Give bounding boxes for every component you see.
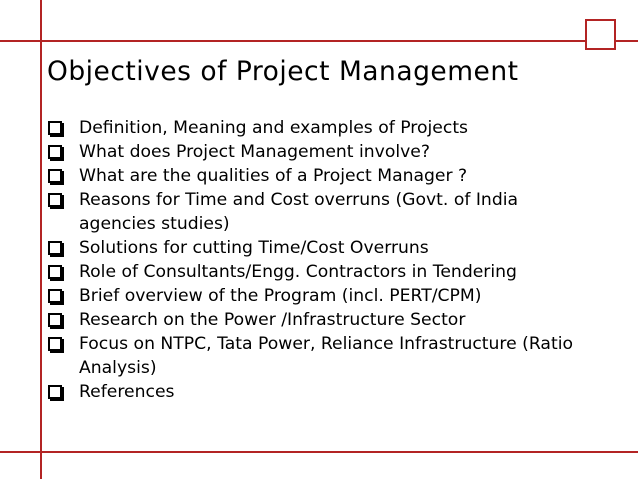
bullet-text: Definition, Meaning and examples of Projects	[79, 118, 469, 138]
bullet-item	[47, 140, 599, 164]
corner-square-decoration	[585, 19, 616, 50]
bullet-text: Brief overview of the Program (incl. PERT/CPM)	[79, 286, 482, 306]
bullet-item	[47, 188, 599, 236]
bullet-item	[47, 116, 599, 140]
square-bullet-icon	[48, 169, 62, 183]
bullet-item	[47, 164, 599, 188]
bullet-text: Focus on NTPC, Tata Power, Reliance Infrastructure (Ratio Analysis)	[79, 334, 573, 378]
square-bullet-icon	[48, 265, 62, 279]
bullet-item	[47, 284, 599, 308]
square-bullet-icon	[48, 289, 62, 303]
bottom-horizontal-rule	[0, 451, 638, 453]
objectives-list	[47, 116, 599, 404]
bullet-item	[47, 332, 599, 380]
bullet-item	[47, 260, 599, 284]
bullet-text: What does Project Management involve?	[79, 142, 430, 162]
square-bullet-icon	[48, 121, 62, 135]
square-bullet-icon	[48, 193, 62, 207]
bullet-text: Role of Consultants/Engg. Contractors in Tendering	[79, 262, 517, 282]
top-horizontal-rule	[0, 40, 638, 42]
bullet-item	[47, 308, 599, 332]
bullet-text: What are the qualities of a Project Manager ?	[79, 166, 468, 186]
bullet-text: Research on the Power /Infrastructure Sector	[79, 310, 466, 330]
bullet-item	[47, 380, 599, 404]
square-bullet-icon	[48, 313, 62, 327]
square-bullet-icon	[48, 145, 62, 159]
bullet-item	[47, 236, 599, 260]
square-bullet-icon	[48, 385, 62, 399]
bullet-text: Reasons for Time and Cost overruns (Govt. of India agencies studies)	[79, 190, 519, 234]
left-vertical-rule	[40, 0, 42, 479]
square-bullet-icon	[48, 337, 62, 351]
bullet-text: Solutions for cutting Time/Cost Overruns	[79, 238, 429, 258]
square-bullet-icon	[48, 241, 62, 255]
bullet-text: References	[79, 382, 175, 402]
slide-title: Objectives of Project Management	[47, 56, 519, 87]
